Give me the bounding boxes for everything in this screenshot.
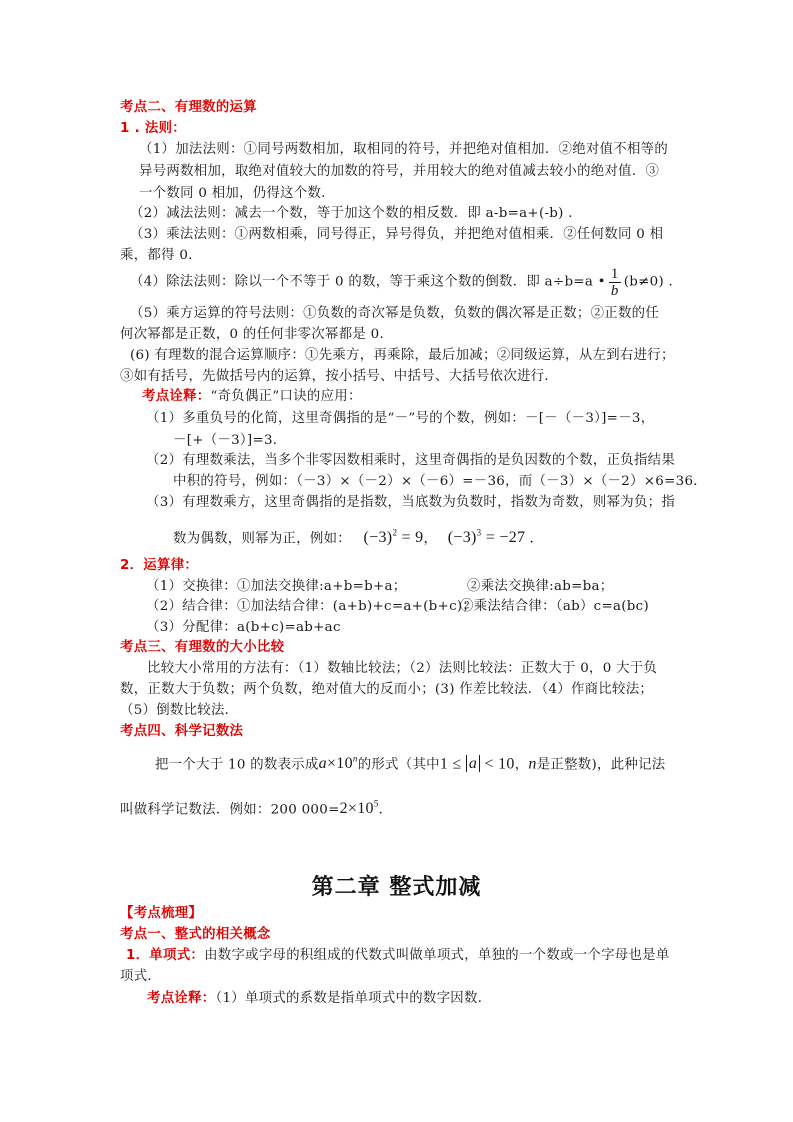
comparison-line1: 比较大小常用的方法有：（1）数轴比较法；（2）法则比较法：正数大于 0，0 大于负 [147,661,658,676]
ex2-result: = −27 [481,529,526,547]
note3-line2-text: 数为偶数，则幂为正，例如： [173,531,351,547]
note2-line2: 中积的符号，例如：（－3）×（－2）×（－6）=－36，而（－3）×（－2）×6=36． [173,474,707,489]
section-heading-scientific-notation: 考点四、科学记数法 [120,724,244,739]
fraction-numerator: 1 [610,266,619,282]
fraction-one-over-b [609,266,621,299]
comparison-line2: 数，正数大于负数；两个负数，绝对值大的反而小；(3) 作差比较法．（4）作商比较法； [120,682,654,697]
monomial-line2: 项式． [120,969,162,984]
rule-power-sign-line1: （5）乘方运算的符号法则：①负数的奇次幂是负数，负数的偶次幂是正数；②正数的任 [130,306,660,321]
sn-example-text: 叫做科学记数法．例如：200 000= [120,802,340,818]
monomial-definition: 由数字或字母的积组成的代数式叫做单项式，单独的一个数或一个字母也是单 [204,948,670,963]
sn-exp-n: n [352,754,358,764]
power-example-1 [364,529,424,546]
rule-subtraction: （2）减法法则：减去一个数，等于加这个数的相反数．即 a-b=a+(-b) ． [130,206,582,221]
note3-line2 [173,524,534,548]
sn-example-end: ． [378,802,393,818]
power-example-2 [448,529,526,546]
ex2-base: (−3) [447,529,477,547]
note3-line1: （3）有理数乘方，这里奇偶指的是指数，当底数为负数时，指数为奇数，则幂为负；指 [146,495,676,510]
comparison-line3: （5）倒数比较法． [120,703,239,718]
monomial-note [147,990,491,1008]
scientific-notation-line1 [155,750,665,774]
section-heading-rational-operations: 考点二、有理数的运算 [120,100,257,115]
note1-line2: －[+（－3）]=3． [173,433,287,448]
ex1-base: (−3) [363,529,393,547]
fraction-denominator: b [610,283,619,299]
sn-text-b: 的形式（其中 [357,757,440,773]
monomial-line1 [126,947,670,965]
rule-division [130,266,682,299]
subheading-laws: 2．运算律： [120,558,199,573]
rule-power-sign-line2: 何次幂都是正数，0 的任何非零次幂都是 0． [120,327,394,342]
section-heading-comparison: 考点三、有理数的大小比较 [120,640,285,655]
monomial-note-text: （1）单项式的系数是指单项式中的数字因数． [215,991,492,1006]
rule-multiplication-line2: 乘，都得 0． [120,248,202,263]
rule-addition-line3: 一个数同 0 相加，仍得这个数． [139,186,335,201]
period: . [525,529,534,547]
abs-a: a [466,755,480,772]
law-commutative-multiplication: ②乘法交换律:ab=ba； [467,579,614,594]
ineq-left: 1 ≤ [439,755,466,773]
note-intro [142,388,362,406]
rule-multiplication-line1: （3）乘法法则：①两数相乘，同号得正，异号得负，并把绝对值相乘．②任何数同 0 相 [130,227,664,242]
scientific-notation-line2 [120,795,392,819]
sn-var-n: n [528,755,537,773]
sn-example-base: 2×10 [339,800,374,818]
separator: ， [423,531,438,547]
sn-times-ten: ×10 [326,755,353,773]
note-label: 考点诠释： [142,389,211,404]
section-heading-polynomial-concepts: 考点一、整式的相关概念 [120,927,271,942]
law-distributive: （3）分配律：a(b+c)=ab+ac [146,620,341,635]
ineq-right: < 10 [480,755,515,773]
chapter-title: 第二章 整式加减 [311,875,482,900]
sn-text-d: 是正整数)，此种记法 [536,757,666,773]
rule-order-line2: ③如有括号，先做括号内的运算，按小括号、中括号、大括号依次进行． [120,369,559,384]
sn-var-a: a [318,755,327,773]
sn-inequality [440,755,515,772]
monomial-note-label: 考点诠释： [147,991,216,1006]
sn-comma: ， [514,757,529,773]
law-commutative-addition: （1）交换律：①加法交换律:a+b=b+a； [146,579,407,594]
rule-order-line1: (6) 有理数的混合运算顺序：①先乘方，再乘除，最后加减；②同级运算，从左到右进行； [130,348,675,363]
sn-text-a: 把一个大于 10 的数表示成 [155,757,319,773]
rule-division-condition: (b≠0) ． [623,274,683,290]
outline-label: 【考点梳理】 [120,906,203,921]
subheading-rules: 1 . 法则： [120,121,186,136]
sn-formula [319,755,358,772]
rule-division-text: （4）除法法则：除以一个不等于 0 的数，等于乘这个数的倒数．即 a÷b=a • [130,274,606,290]
note-intro-text: “奇负偶正”口诀的应用： [210,389,362,404]
rule-addition-line2: 异号两数相加，取绝对值较大的加数的符号，并用较大的绝对值减去较小的绝对值．③ [139,164,660,179]
ex2-exponent: 3 [476,528,482,538]
rule-addition-line1: （1）加法法则：①同号两数相加，取相同的符号，并把绝对值相加．②绝对值不相等的 [139,142,669,157]
law-associative-addition: （2）结合律：①加法结合律：(a+b)+c=a+(b+c)； [146,599,477,614]
monomial-label: 1．单项式： [126,948,205,963]
sn-example-formula [340,800,379,817]
sn-example-exp: 5 [373,799,379,809]
law-associative-multiplication: ②乘法结合律：（ab）c=a(bc) [460,599,649,614]
ex1-result: = 9 [397,529,424,547]
note1-line1: （1）多重负号的化简，这里奇偶指的是“－”号的个数，例如：－[－（－3）]=－3， [146,411,655,426]
ex1-exponent: 2 [392,528,398,538]
note2-line1: （2）有理数乘法，当多个非零因数相乘时，这里奇偶指的是负因数的个数，正负指结果 [146,453,676,468]
